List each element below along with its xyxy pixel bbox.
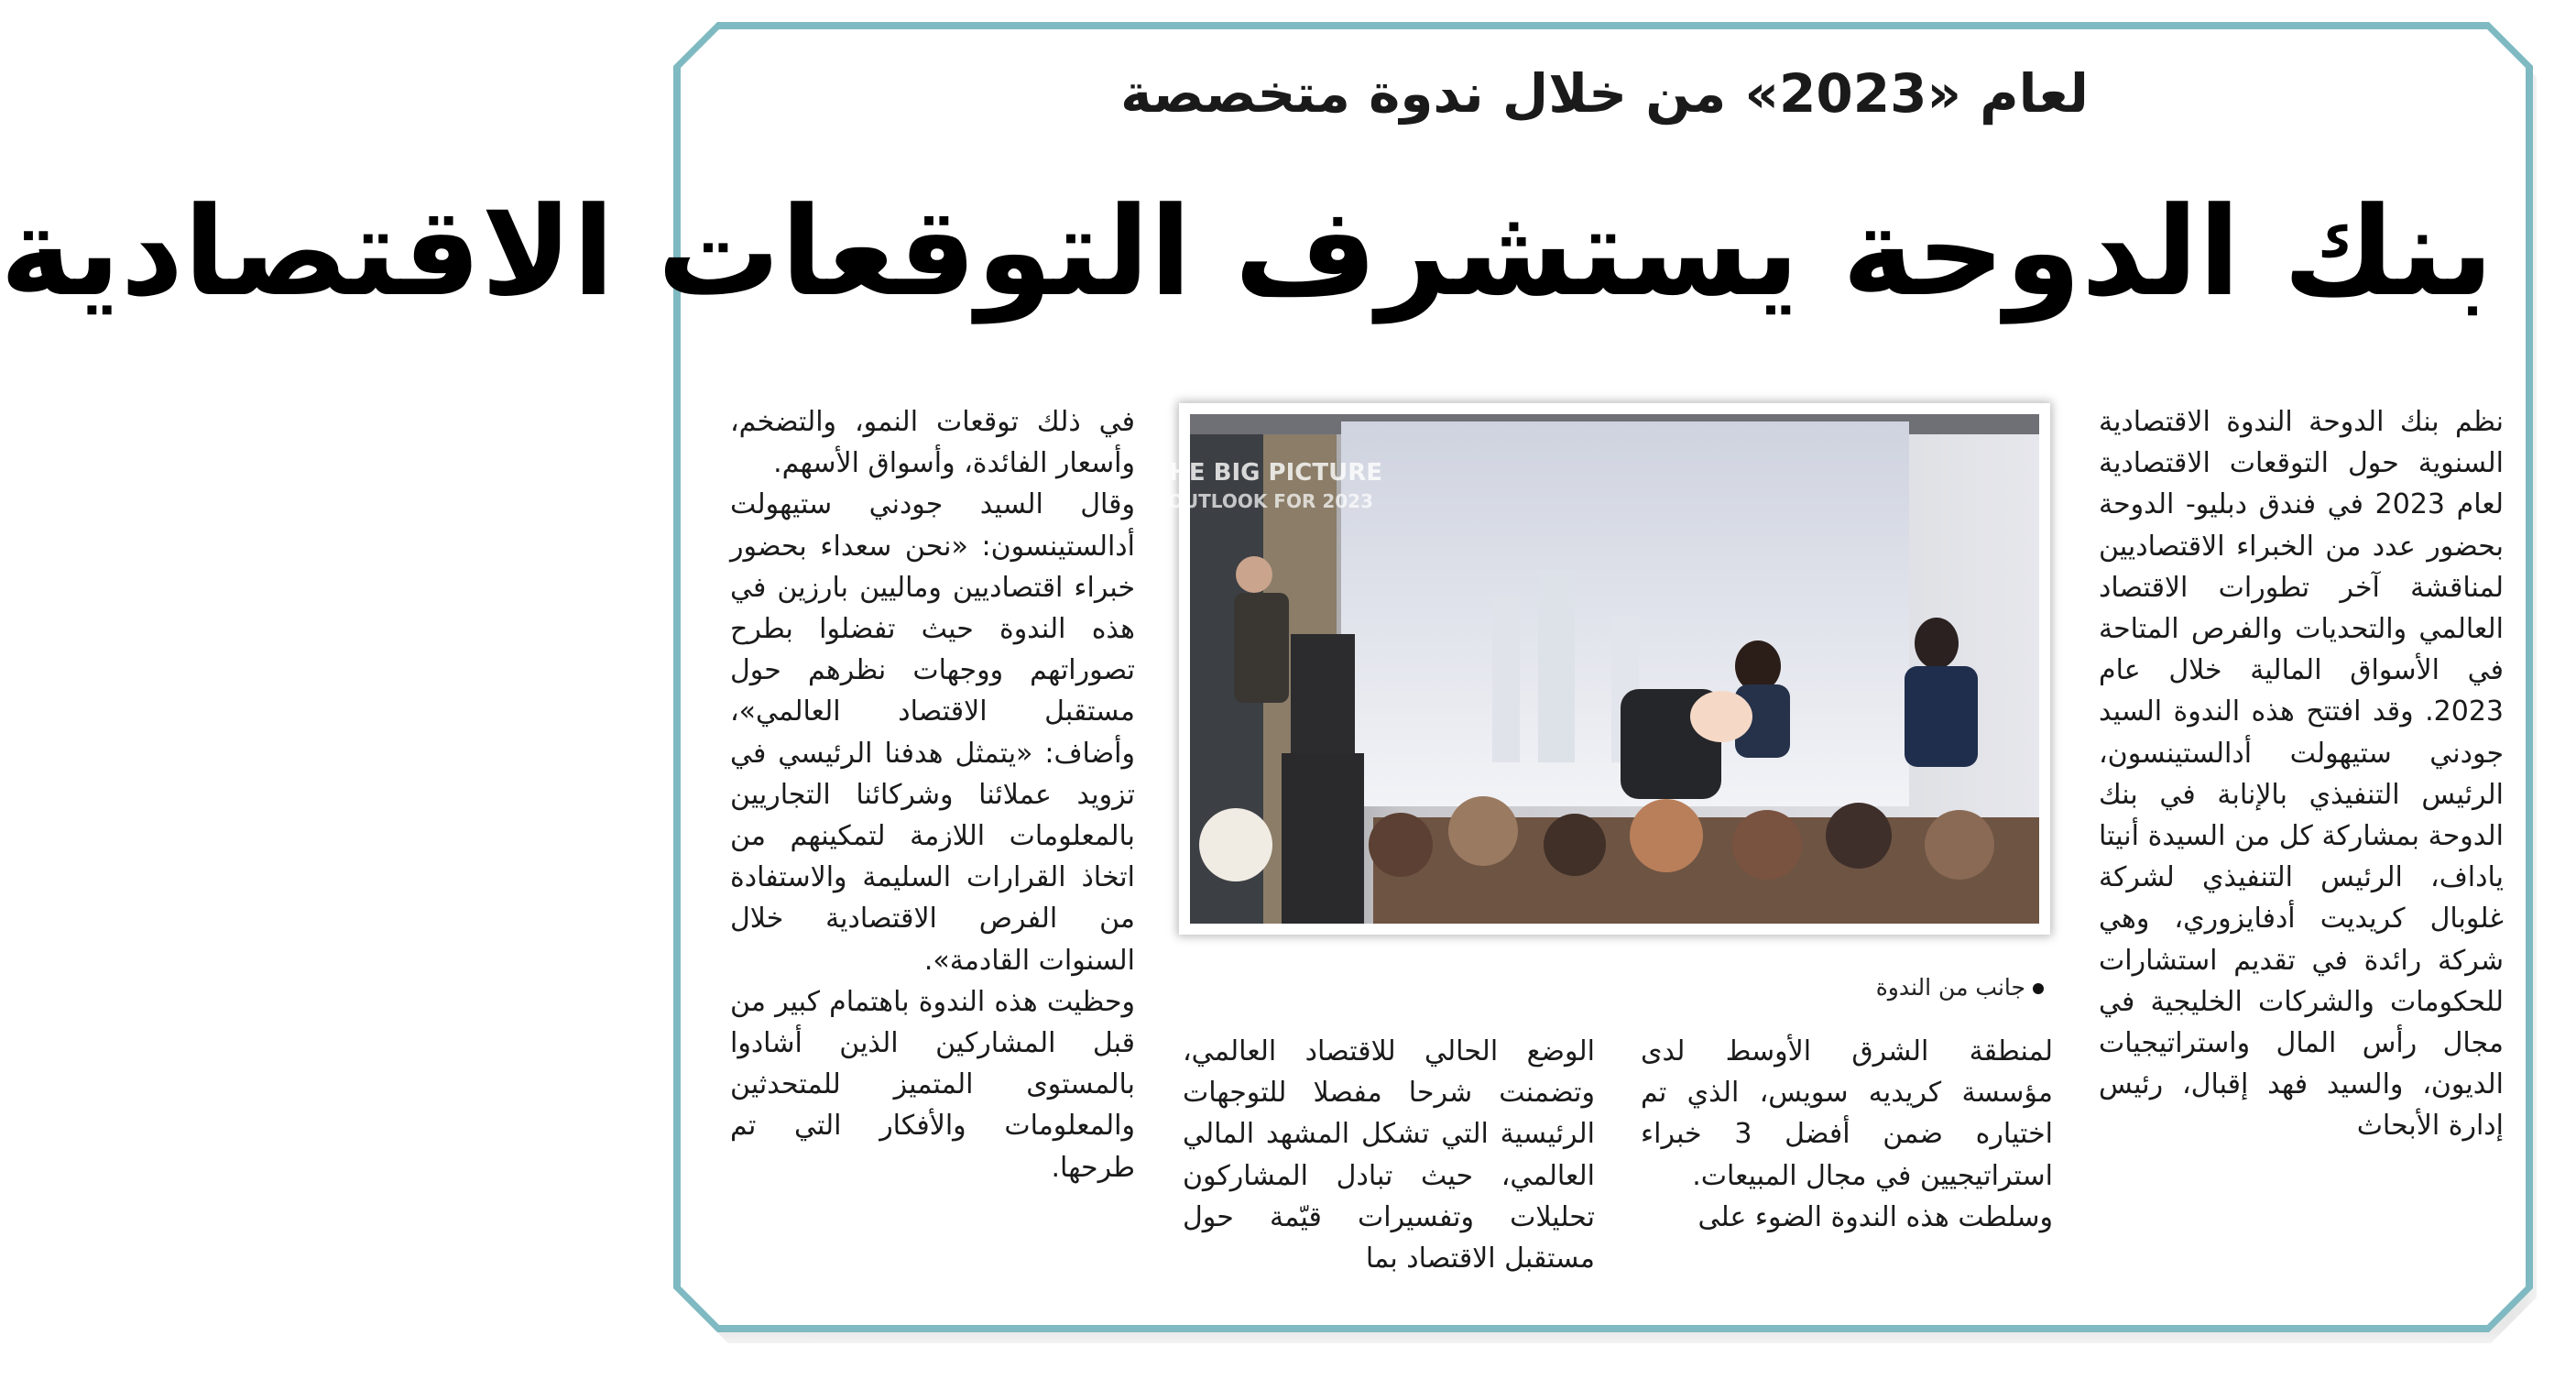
screen-text-1: THE BIG PICTURE	[1152, 459, 1382, 487]
column-bottom-1a-text: لمنطقة الشرق الأوسط لدى مؤسسة كريديه سويس، الذي تم اختياره ضمن أفضل 3 خبراء استراتيجيين في مجال المبيعات.	[1641, 1035, 2053, 1192]
seminar-photo-illustration	[1050, 414, 2039, 924]
column-right-text: نظم بنك الدوحة الندوة الاقتصادية السنوية حول التوقعات الاقتصادية لعام 2023 في فندق دبليو- الدوحة بحضور عدد من الخبراء الاقتصاديين لمناقشة آخر تطورات الاقتصاد العالمي والتحديات والفرص المتاحة في الأسواق المالية خلال عام 2023. وقد افتتح هذه الندوة السيد جودني ستيهولت أدالستينسون، الرئيس التنفيذي بالإنابة في بنك الدوحة بمشاركة كل من السيدة أنيتا ياداف، الرئيس التنفيذي لشركة غلوبال كريديت أدفايزوري، وهي شركة رائدة في تقديم استشارات للحكومات والشركات الخليجية في مجال رأس المال واستراتيجيات الديون، والسيد فهد إقبال، رئيس إدارة الأبحاث	[2099, 406, 2504, 1143]
column-left-text-3: وحظيت هذه الندوة باهتمام كبير من قبل المشاركين الذين أشادوا بالمستوى المتميز للمتحدثين والمعلومات والأفكار التي تم طرحها.	[730, 985, 1135, 1184]
article-kicker: لعام «2023» من خلال ندوة متخصصة	[1120, 62, 2089, 125]
column-bottom-2-text: الوضع الحالي للاقتصاد العالمي، وتضمنت شرحا مفصلا للتوجهات الرئيسية التي تشكل المشهد المالي العالمي، حيث تبادل المشاركون تحليلات وتفسيرات قيّمة حول مستقبل الاقتصاد بما	[1183, 1035, 1595, 1275]
column-left-text-2: وقال السيد جودني ستيهولت أدالستينسون: «نحن سعداء بحضور خبراء اقتصاديين وماليين بارزين في هذه الندوة حيث تفضلوا بطرح تصوراتهم ووجهات نظرهم حول مستقبل الاقتصاد العالمي»، وأضاف: «يتمثل هدفنا الرئيسي في تزويد عملائنا وشركائنا التجاريين بالمعلومات اللازمة لتمكينهم من اتخاذ القرارات السليمة والاستفادة من الفرص الاقتصادية خلال السنوات القادمة».	[730, 488, 1135, 977]
article-photo-frame	[1050, 403, 2050, 935]
photo-caption	[1586, 969, 2044, 1006]
photo-caption-text: جانب من الندوة	[1875, 974, 2025, 1001]
screen-text-2: ECONOMIC OUTLOOK FOR 2023	[1050, 490, 1373, 512]
article-photo	[1050, 414, 2039, 924]
article-headline: بنك الدوحة يستشرف التوقعات الاقتصادية	[0, 181, 2494, 323]
column-bottom-1b-text: وسلطت هذه الندوة الضوء على	[1697, 1200, 2053, 1233]
column-left-text-1: في ذلك توقعات النمو، والتضخم، وأسعار الفائدة، وأسواق الأسهم.	[730, 406, 1135, 480]
caption-bullet-icon	[2033, 983, 2044, 994]
column-bottom-1	[1641, 1031, 2053, 1238]
column-left	[730, 401, 1135, 1188]
column-bottom-2	[1183, 1031, 1595, 1279]
column-right	[2099, 401, 2504, 1147]
